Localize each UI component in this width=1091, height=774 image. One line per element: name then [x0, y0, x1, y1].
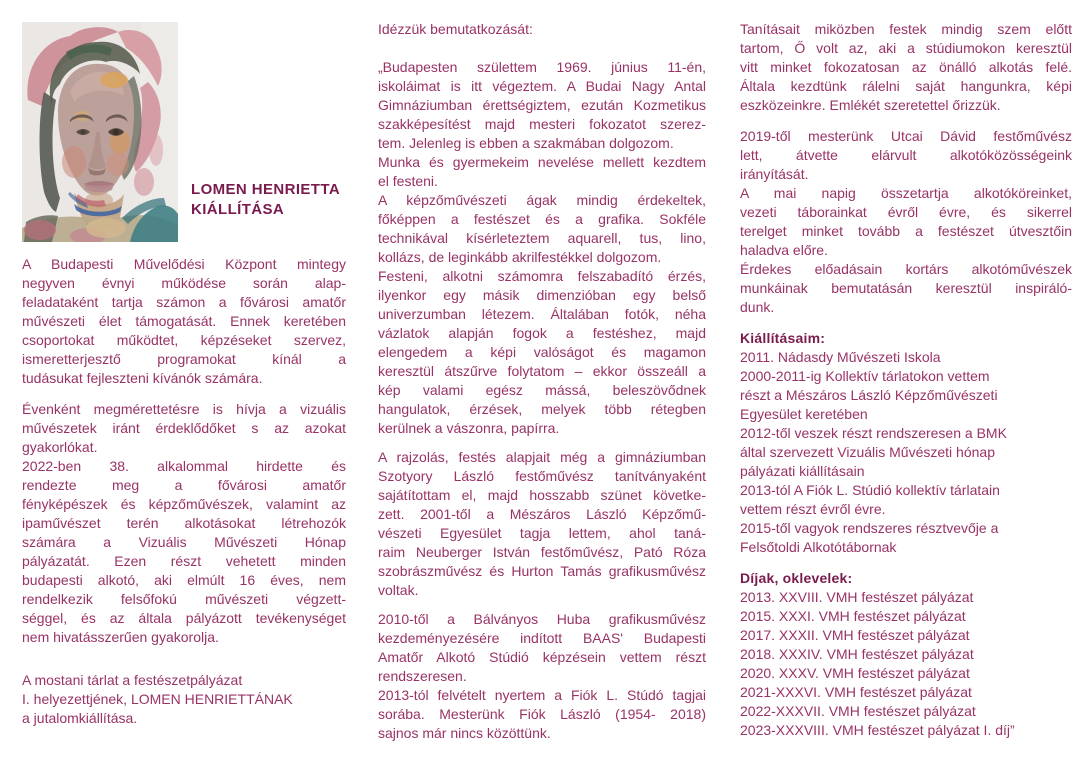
text-line: vázlatok alapján fogok a festéshez, majd: [378, 325, 706, 341]
text-line: 2010-től a Bálványos Huba grafikusművész: [378, 611, 706, 627]
text-line: 2019-től mesterünk Utcai Dávid festőművész: [740, 128, 1072, 144]
text-line: csoportokat működtet, képzéseket szervez,: [22, 332, 346, 348]
text-line: művészeti élet támogatását. Ennek keretében: [22, 313, 346, 329]
paragraph: [740, 348, 1072, 557]
text-line: ilyenkor egy másik dimenzióban egy belső: [378, 287, 706, 303]
text-line: sorába. Mesterünk Fiók László (1954- 2018): [378, 706, 706, 722]
text-line: A mai napig összetartja alkotóköreinket,: [740, 185, 1072, 201]
text-line: 2020. XXXV. VMH festészet pályázat: [740, 665, 970, 681]
exhibition-title-line1: LOMEN HENRIETTA: [191, 181, 341, 198]
text-line: kép valami egész mássá, beleszövődnek: [378, 382, 706, 398]
text-line: vészeti Egyesület tagja lettem, ahol taná-: [378, 525, 706, 541]
text-line: 2023-XXXVIII. VMH festészet pályázat I. díj”: [740, 722, 1015, 738]
text-line: sajátítottam el, majd hosszabb szünet követke-: [378, 487, 706, 503]
text-line: irányítását.: [740, 166, 809, 182]
paragraph: [378, 448, 706, 600]
paragraph: [378, 20, 706, 39]
text-line: nem hivatásszerűen gyakorolja.: [22, 629, 219, 645]
text-line: 2000-2011-ig Kollektív tárlatokon vettem: [740, 368, 990, 384]
text-line: Amatőr Alkotó Stúdió képzésein vettem részt: [378, 649, 706, 665]
text-line: tem. Jelenleg is ebben a szakmában dolgozom.: [378, 135, 674, 151]
paragraph: [740, 588, 1072, 740]
text-line: negyven évnyi működése során alap-: [22, 275, 346, 291]
text-line: Évenként megmérettetésre is hívja a vizuális: [22, 401, 346, 417]
text-line: ismeretterjesztő programokat kínál a: [22, 351, 346, 367]
text-line: 2018. XXXIV. VMH festészet pályázat: [740, 646, 974, 662]
text-line: vitt minket fokozatosan az önálló alkotás felé.: [740, 59, 1072, 75]
text-line: I. helyezettjének, LOMEN HENRIETTÁNAK: [22, 691, 293, 707]
text-line: Kiállításaim:: [740, 330, 826, 346]
paragraph: [378, 191, 706, 267]
text-line: számára a Vizuális Művészeti Hónap: [22, 534, 346, 550]
text-line: zett. 2001-től a Mészáros László Képzőmű-: [378, 506, 706, 522]
paragraph-gap: [378, 39, 706, 58]
paragraph: [740, 20, 1072, 115]
text-line: Festeni, alkotni számomra felszabadító érzés,: [378, 268, 706, 284]
text-line: sajnos már nincs közöttünk.: [378, 725, 551, 741]
text-line: 2021-XXXVI. VMH festészet pályázat: [740, 684, 972, 700]
exhibition-title-line2: KIÁLLÍTÁSA: [191, 201, 285, 218]
text-line: Egyesület keretében: [740, 406, 868, 422]
paragraph: [740, 127, 1072, 184]
text-line: 2011. Nádasdy Művészeti Iskola: [740, 349, 941, 365]
text-line: eszközeinkre. Emlékét szeretettel őrizzük.: [740, 97, 1001, 113]
text-line: budapesti alkotó, aki elmúlt 16 éves, nem: [22, 572, 346, 588]
text-line: részt a Mészáros László Képzőművészeti: [740, 387, 998, 403]
text-line: 2012-től veszek részt rendszeresen a BMK: [740, 425, 1007, 441]
text-line: tudásukat fejleszteni kívánók számára.: [22, 370, 263, 386]
text-line: munkáinak bemutatásán keresztül inspiráló-: [740, 280, 1072, 296]
text-line: dunk.: [740, 299, 775, 315]
text-line: A rajzolás, festés alapjait még a gimnáziumban: [378, 449, 706, 465]
text-line: Érdekes előadásain kortárs alkotóművészek: [740, 261, 1072, 277]
text-line: Szotyory László festőművész tanítványaként: [378, 468, 706, 484]
text-line: 2013. XXVIII. VMH festészet pályázat: [740, 589, 974, 605]
column-left: [22, 0, 346, 728]
text-line: Idézzük bemutatkozását:: [378, 21, 533, 37]
text-line: lett, átvette elárvult alkotóközösségeink: [740, 147, 1072, 163]
text-line: keresztül átszűrve folytatom – ekkor összeáll a: [378, 363, 706, 379]
text-line: terelget minket tovább a festészet útvesztőin: [740, 223, 1072, 239]
text-line: Tanításait miközben festek mindig szem előtt: [740, 21, 1072, 37]
text-line: ipaművészet terén alkotásokat létrehozók: [22, 515, 346, 531]
paragraph: [378, 610, 706, 686]
column-right: [740, 0, 1072, 740]
text-line: szakképesítést majd mesteri fokozatot szerez-: [378, 116, 706, 132]
text-line: A képzőművészeti ágak mindig érdekeltek,: [378, 192, 706, 208]
text-line: 2015. XXXI. VMH festészet pályázat: [740, 608, 966, 624]
paragraph: [378, 58, 706, 153]
text-line: kollázs, de leginkább akrilfestékkel dolgozom.: [378, 249, 662, 265]
paragraph-gap: [378, 438, 706, 448]
paragraph: [740, 184, 1072, 260]
paragraph-gap: [740, 557, 1072, 569]
text-line: 2022-ben 38. alkalommal hirdette és: [22, 458, 346, 474]
text-line: séggel, és az általa pályázott tevékenységet: [22, 610, 346, 626]
text-line: rendelkezik felsőfokú művészeti végzett-: [22, 591, 346, 607]
text-line: technikával kísérleteztem aquarell, tus, lino,: [378, 230, 706, 246]
text-line: Felsőtoldi Alkotótábornak: [740, 539, 897, 555]
text-line: elengedem a képi valóságot és magamon: [378, 344, 706, 360]
text-line: 2017. XXXII. VMH festészet pályázat: [740, 627, 970, 643]
column-middle: [378, 0, 706, 743]
text-line: tartom, Ő volt az, aki a stúdiumokon keresztül: [740, 40, 1072, 56]
paragraph: [22, 457, 346, 647]
paragraph: [378, 153, 706, 191]
paragraph-gap: [378, 600, 706, 610]
exhibition-title: [191, 180, 340, 220]
text-line: pályázati kiállításain: [740, 463, 865, 479]
portrait-painting: [22, 22, 178, 242]
text-line: univerzumban létezem. Általában fotók, néha: [378, 306, 706, 322]
paragraph-gap: [22, 388, 346, 400]
text-line: raim Neuberger István festőművész, Pató Róza: [378, 544, 706, 560]
text-line: A Budapesti Művelődési Központ mintegy: [22, 256, 346, 272]
text-line: iskoláimat is itt végeztem. A Budai Nagy Antal: [378, 78, 706, 94]
column-right-text: [740, 20, 1072, 740]
text-line: kerülnek a vászonra, papírra.: [378, 420, 560, 436]
text-line: Általa kezdtünk rálelni saját hangunkra, képi: [740, 78, 1072, 94]
text-line: rendszeresen.: [378, 668, 467, 684]
text-line: 2015-től vagyok rendszeres résztvevője a: [740, 520, 999, 536]
text-line: „Budapesten születtem 1969. június 11-én,: [378, 59, 706, 75]
paragraph: [22, 255, 346, 388]
section-heading: [740, 329, 1072, 348]
text-line: gyakorlókat.: [22, 439, 98, 455]
paragraph-gap: [740, 317, 1072, 329]
text-line: feladataként tartja számon a fővárosi amatőr: [22, 294, 346, 310]
text-line: a jutalomkiállítása.: [22, 710, 138, 726]
text-line: pályázatát. Ezen részt vehetett minden: [22, 553, 346, 569]
paragraph-gap: [740, 115, 1072, 127]
section-heading: [740, 569, 1072, 588]
text-line: által szervezett Vizuális Művészeti hónap: [740, 444, 995, 460]
paragraph: [740, 260, 1072, 317]
paragraph: [22, 400, 346, 457]
text-line: haladva előre.: [740, 242, 828, 258]
text-line: A mostani tárlat a festészetpályázat: [22, 672, 243, 688]
text-line: művészetek iránt érdeklődőket s az azokat: [22, 420, 346, 436]
text-line: fényképészek és képzőművészek, valamint az: [22, 496, 346, 512]
paragraph-gap: [22, 647, 346, 671]
column-middle-text: [378, 20, 706, 743]
text-line: Díjak, oklevelek:: [740, 570, 853, 586]
text-line: kezdeményezésére indított BAAS' Budapesti: [378, 630, 706, 646]
text-line: rendezte meg a fővárosi amatőr: [22, 477, 346, 493]
text-line: 2013-tól A Fiók L. Stúdió kollektív tárlatain: [740, 482, 1000, 498]
paragraph: [378, 267, 706, 438]
text-line: voltak.: [378, 582, 419, 598]
text-line: Gimnáziumban érettségiztem, ezután Kozmetikus: [378, 97, 706, 113]
text-line: vezeti táborainkat évről évre, és sikerrel: [740, 204, 1072, 220]
text-line: főképpen a festészet és a grafika. Sokféle: [378, 211, 706, 227]
text-line: hangulatok, érzések, melyek több rétegben: [378, 401, 706, 417]
artwork-and-title-row: [22, 22, 346, 242]
text-line: Munka és gyermekeim nevelése mellett kezdtem: [378, 154, 706, 170]
paragraph: [378, 686, 706, 743]
text-line: 2013-tól felvételt nyertem a Fiók L. Stúdó tagjai: [378, 687, 706, 703]
text-line: szobrászművész és Hurton Tamás grafikusművész: [378, 563, 706, 579]
text-line: 2022-XXXVII. VMH festészet pályázat: [740, 703, 976, 719]
text-line: el festeni.: [378, 173, 438, 189]
paragraph: [22, 671, 346, 728]
column-left-text: [22, 255, 346, 728]
text-line: vettem részt évről évre.: [740, 501, 886, 517]
